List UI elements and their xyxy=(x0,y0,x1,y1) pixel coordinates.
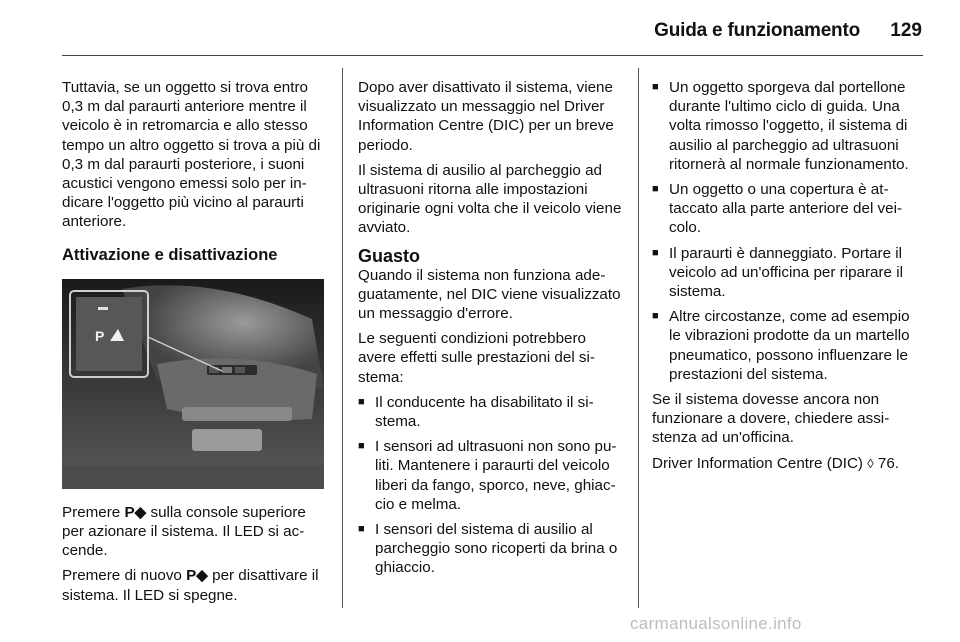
column-2 xyxy=(358,78,624,584)
cross-reference[interactable]: Driver Information Centre (DIC) ◊ 76. xyxy=(652,454,899,472)
paragraph-activate: Premere P◆ sulla console superiore per azionare il sistema. Il LED si accende. xyxy=(62,503,306,560)
paragraph-dic-message: Dopo aver disattivato il sistema, viene visualizzato un messaggio nel Driver Information Centre (DIC) per un breve periodo. xyxy=(358,79,614,154)
overhead-console-photo xyxy=(62,279,324,489)
list-item: ■ Un oggetto sporgeva dal portellone durante l'ultimo ciclo di guida. Una volta rimosso l'oggetto, il sistema di ausilio al parcheggio ad ultrasuoni ritornerà al normale funzionamento. xyxy=(652,79,909,173)
paragraph-fault: Quando il sistema non funziona adeguatamente, nel DIC viene visualizzato un messaggio d'errore. xyxy=(358,266,621,323)
paragraph-workshop: Se il sistema dovesse ancora non funzionare a dovere, chiedere assistenza ad un'officina. xyxy=(652,391,890,447)
list-item: ■ Il conducente ha disabilitato il sistema. xyxy=(358,393,594,431)
svg-text:P: P xyxy=(95,327,105,344)
list-item: ■ I sensori ad ultrasuoni non sono puliti. Mantenere i paraurti del veicolo liberi da fango, sporco, neve, ghiaccio e melma. xyxy=(358,438,617,513)
paragraph-deactivate: Premere di nuovo P◆ per disattivare il sistema. Il LED si spegne. xyxy=(62,567,319,604)
conditions-list-continued xyxy=(652,78,924,384)
column-1 xyxy=(62,78,328,611)
cross-reference-arrow-icon: ◊ xyxy=(867,455,874,471)
column-3 xyxy=(652,78,924,479)
page-number: 129 xyxy=(890,20,922,41)
paragraph-object-distance: Tuttavia, se un oggetto si trova entro 0,3 m dal paraurti anteriore mentre il veicolo è in retromarcia e allo stesso tempo un altro oggetto si trova a più di 0,3 m dal paraurti posteriore, i suoni acustici vengono emessi solo per indicare l'oggetto più vicino al paraurti anteriore. xyxy=(62,79,321,231)
header-rule xyxy=(62,55,923,56)
section-heading-fault: Guasto xyxy=(358,245,421,266)
watermark: carmanualsonline.info xyxy=(630,614,802,633)
paragraph-reset: Il sistema di ausilio al parcheggio ad ultrasuoni ritorna alle impostazioni originarie ogni volta che il veicolo viene avviato. xyxy=(358,161,622,237)
park-assist-icon: P◆ xyxy=(124,503,147,521)
column-divider-2 xyxy=(638,68,639,608)
section-heading-activation: Attivazione e disattivazione xyxy=(62,245,278,264)
list-item: ■ I sensori del sistema di ausilio al parcheggio sono ricoperti da brina o ghiaccio. xyxy=(358,521,618,577)
list-item: ■ Il paraurti è danneggiato. Portare il veicolo ad un'officina per riparare il sistema. xyxy=(652,244,903,301)
list-item: ■ Un oggetto o una copertura è attaccato alla parte anteriore del veicolo. xyxy=(652,181,903,237)
list-item: ■ Altre circostanze, come ad esempio le vibrazioni prodotte da un martello pneumatico, possono influenzare le prestazioni del sistema. xyxy=(652,308,910,383)
column-divider-1 xyxy=(342,68,343,608)
paragraph-conditions: Le seguenti condizioni potrebbero avere effetti sulle prestazioni del sistema: xyxy=(358,330,595,386)
page-header-title: Guida e funzionamento xyxy=(654,20,860,41)
conditions-list xyxy=(358,393,624,578)
park-assist-icon: P◆ xyxy=(186,567,208,585)
